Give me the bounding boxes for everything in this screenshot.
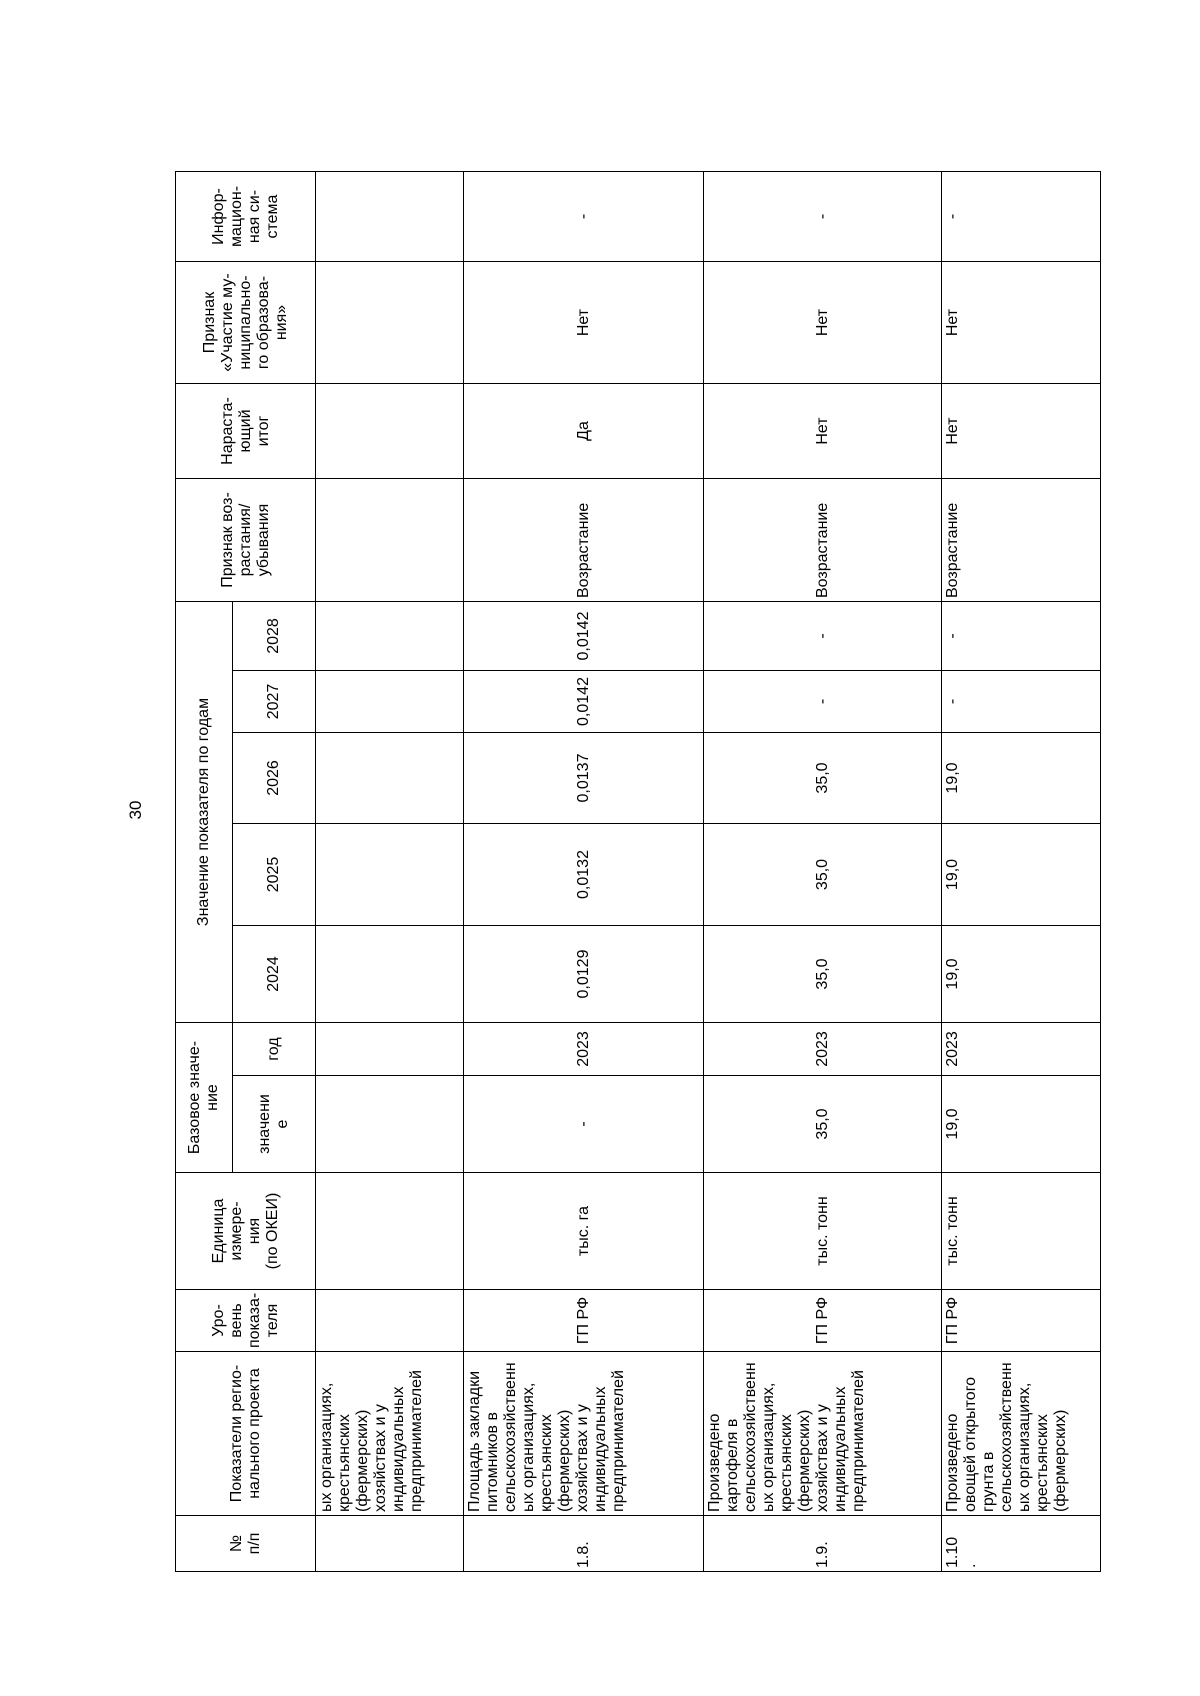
- row-base-value: -: [464, 1076, 704, 1173]
- row-num: 1.8.: [464, 1516, 704, 1572]
- header-indicator-name: Показатели регио- нального проекта: [176, 1352, 316, 1516]
- row-year-2026: 0,0137: [464, 733, 704, 824]
- row-level: ГП РФ: [704, 1290, 942, 1352]
- regional-project-indicators-table: [175, 171, 1101, 1572]
- row-num: 1.9.: [704, 1516, 942, 1572]
- row-year-2024: 35,0: [704, 926, 942, 1023]
- row-infosystem: -: [942, 172, 1101, 262]
- header-year-2026: 2026: [233, 733, 316, 824]
- row-cumulative: Нет: [704, 384, 942, 479]
- header-year-2027: 2027: [233, 671, 316, 733]
- row-year-2025: [316, 824, 464, 926]
- row-year-2026: [316, 733, 464, 824]
- row-year-2028: -: [704, 602, 942, 671]
- row-year-2026: 19,0: [942, 733, 1101, 824]
- row-year-2025: 0,0132: [464, 824, 704, 926]
- row-level: ГП РФ: [464, 1290, 704, 1352]
- row-name: ых организациях, крестьянских (фермерских) хозяйствах и у индивидуальных предпринимателей: [316, 1352, 464, 1516]
- row-num: 1.10 .: [942, 1516, 1101, 1572]
- table-row: [464, 172, 704, 1572]
- row-base-year: 2023: [942, 1023, 1101, 1076]
- row-unit: тыс. тонн: [942, 1173, 1101, 1290]
- row-year-2024: [316, 926, 464, 1023]
- header-year-2025: 2025: [233, 824, 316, 926]
- row-unit: тыс. тонн: [704, 1173, 942, 1290]
- row-year-2028: [316, 602, 464, 671]
- row-municipal: Нет: [464, 262, 704, 384]
- header-level: Уро- вень показа- теля: [176, 1290, 316, 1352]
- row-base-value: [316, 1076, 464, 1173]
- row-trend: [316, 479, 464, 602]
- row-cumulative: Нет: [942, 384, 1101, 479]
- header-infosystem: Инфор- мацион- ная си- стема: [176, 172, 316, 262]
- row-cumulative: Да: [464, 384, 704, 479]
- header-years-group: Значение показателя по годам: [176, 602, 233, 1023]
- rotated-table-container: [175, 172, 1100, 1572]
- header-trend: Признак воз- растания/ убывания: [176, 479, 316, 602]
- row-base-year: [316, 1023, 464, 1076]
- header-unit: Единица измере- ния (по ОКЕИ): [176, 1173, 316, 1290]
- header-municipal: Признак «Участие му- ниципально- го образова- ния»: [176, 262, 316, 384]
- row-year-2026: 35,0: [704, 733, 942, 824]
- row-year-2028: 0,0142: [464, 602, 704, 671]
- row-base-year: 2023: [704, 1023, 942, 1076]
- table-row: [704, 172, 942, 1572]
- row-year-2027: -: [942, 671, 1101, 733]
- header-cumulative: Нараста- ющий итог: [176, 384, 316, 479]
- row-year-2024: 0,0129: [464, 926, 704, 1023]
- row-base-year: 2023: [464, 1023, 704, 1076]
- header-base-value: значени е: [233, 1076, 316, 1173]
- header-year-2028: 2028: [233, 602, 316, 671]
- row-level: [316, 1290, 464, 1352]
- header-base: Базовое значе- ние: [176, 1023, 233, 1173]
- row-name: Произведено картофеля в сельскохозяйственн ых организациях, крестьянских (фермерских) хозяйствах и у индивидуальных предпринимателей: [704, 1352, 942, 1516]
- header-num: № п/п: [176, 1516, 316, 1572]
- row-year-2027: -: [704, 671, 942, 733]
- row-unit: [316, 1173, 464, 1290]
- row-municipal: Нет: [704, 262, 942, 384]
- row-base-value: 19,0: [942, 1076, 1101, 1173]
- row-infosystem: -: [464, 172, 704, 262]
- row-municipal: [316, 262, 464, 384]
- table-header: [176, 172, 316, 1572]
- row-num: [316, 1516, 464, 1572]
- header-year-2024: 2024: [233, 926, 316, 1023]
- row-base-value: 35,0: [704, 1076, 942, 1173]
- table-row: [316, 172, 464, 1572]
- row-infosystem: -: [704, 172, 942, 262]
- row-cumulative: [316, 384, 464, 479]
- row-year-2028: -: [942, 602, 1101, 671]
- row-year-2025: 19,0: [942, 824, 1101, 926]
- row-municipal: Нет: [942, 262, 1101, 384]
- page-number: 30: [126, 800, 145, 820]
- row-trend: Возрастание: [704, 479, 942, 602]
- row-infosystem: [316, 172, 464, 262]
- row-year-2024: 19,0: [942, 926, 1101, 1023]
- table-row: [942, 172, 1101, 1572]
- row-year-2025: 35,0: [704, 824, 942, 926]
- header-base-year: год: [233, 1023, 316, 1076]
- row-trend: Возрастание: [942, 479, 1101, 602]
- row-name: Площадь закладки питомников в сельскохозяйственн ых организациях, крестьянских (фермерских) хозяйствах и у индивидуальных предпринимателей: [464, 1352, 704, 1516]
- row-level: ГП РФ: [942, 1290, 1101, 1352]
- row-year-2027: [316, 671, 464, 733]
- table-body: [316, 172, 1101, 1572]
- row-year-2027: 0,0142: [464, 671, 704, 733]
- row-name: Произведено овощей открытого грунта в сельскохозяйственн ых организациях, крестьянских (фермерских): [942, 1352, 1101, 1516]
- row-unit: тыс. га: [464, 1173, 704, 1290]
- row-trend: Возрастание: [464, 479, 704, 602]
